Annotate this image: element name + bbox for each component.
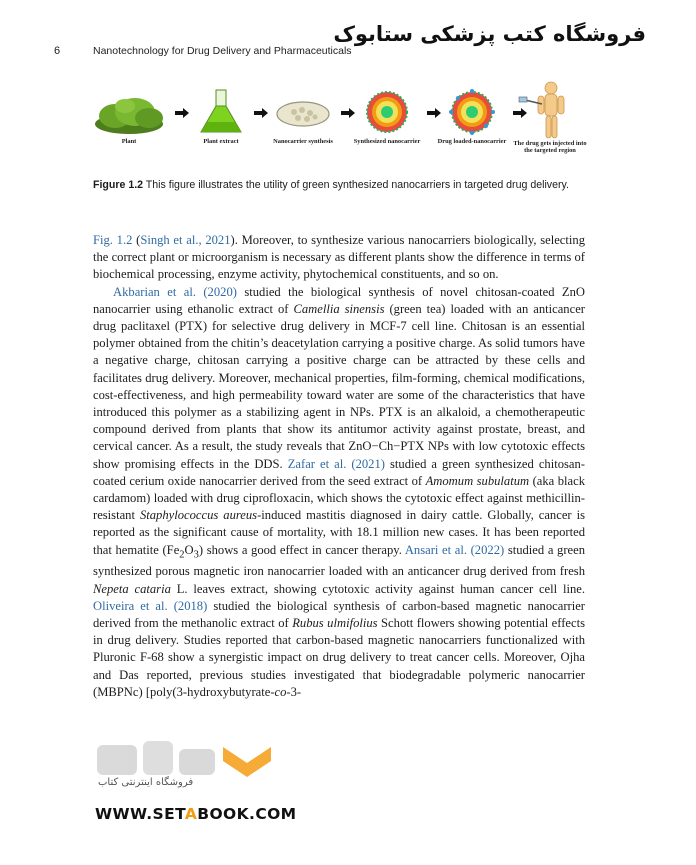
text-run: -induced mastitis diagnosed in dairy cattle. Globally, cancer is reported as the significant cause of mortality, with 18.1 million new cases. It has been reported that hematite (Fe xyxy=(93,508,585,557)
nanocarrier-icon xyxy=(347,88,427,136)
species-name: Staphylococcus aureus xyxy=(139,508,258,523)
page-header xyxy=(0,0,696,70)
text-run: ( xyxy=(132,233,141,247)
species-name: Nepeta cataria xyxy=(93,581,171,596)
text-run: L. leaves extract, showing cytotoxic activity against human cancer cell line. xyxy=(170,581,586,596)
url-text: BOOK.COM xyxy=(197,805,297,823)
page-number: 6 xyxy=(54,45,61,57)
figure-step-drug-loaded-nanocarrier xyxy=(431,88,513,145)
shop-banner: فروشگاه کتب پزشکی ستابوک xyxy=(333,22,646,46)
figure-step-label: The drug gets injected into the targeted region xyxy=(513,140,587,155)
text-run: -3- xyxy=(286,684,302,699)
watermark-tagline: فروشگاه اینترنتی کتاب xyxy=(98,777,194,788)
moss-plant-icon xyxy=(93,88,165,136)
text-run: (green tea) loaded with an anticancer drug paclitaxel (PTX) for selective drug delivery in MCF-7 cell line. Chitosan is an essential polymer obtained from the chitin’s deacetylation carrying a positive charge. As solid tumors have a negative charge, chitosan carrying a positive charge can be attracted by these cells and facilitates drug delivery. Moreover, mechanical properties, film-forming, chemical modifications, cost-effectiveness, and high permeability toward water are some of the characteristics that have introduced this polymer as a stabilizing agent in NPs. PTX is an alkaloid, a chemotherapeutic compound derived from plants that show its antitumor activity against prostate, breast, and cervical cancer. As a result, the study reveals that ZnO−Ch−PTX NPs with low cytotoxic effects show promising effects in the DDS. xyxy=(93,301,585,471)
flask-icon xyxy=(193,88,249,136)
paragraph xyxy=(93,232,585,284)
figure-step-plant-extract xyxy=(193,88,249,145)
text-run: Schott flowers showing potential effects in drug delivery. Studies reported that carbon-based magnetic nanocarriers functionalized with Pluronic F-68 show a synergistic impact on drug delivery to treat cancer cells. Moreover, Ojha and Das reported, previous studies investigated that biodegradable polymeric nanocarrier (MBPNc) [poly(3-hydroxybutyrate- xyxy=(93,615,586,699)
url-text: WWW.SET xyxy=(95,805,185,823)
text-run: studied the biological synthesis of novel chitosan-coated ZnO nanocarrier using ethanolic extract of xyxy=(93,284,585,316)
text-run: studied a green synthesized chitosan-coated cerium oxide nanocarrier derived from the seed extract of xyxy=(93,456,585,488)
figure-step-drug-injection xyxy=(511,88,589,155)
figure-step-label: Plant xyxy=(121,138,137,145)
citation-link[interactable]: Oliveira et al. (2018) xyxy=(93,598,208,613)
figure-step-label: Plant extract xyxy=(203,138,239,145)
figure-1-2 xyxy=(93,88,589,178)
species-name: Camellia sinensis xyxy=(293,301,385,316)
drug-loaded-nanocarrier-icon xyxy=(431,88,513,136)
subscript: 3 xyxy=(193,549,199,561)
figure-step-synthesized-nanocarrier xyxy=(347,88,427,145)
figure-step-plant xyxy=(93,88,165,145)
figure-step-label: Drug loaded-nanocarrier xyxy=(437,138,507,145)
watermark-url xyxy=(95,805,297,823)
running-title: Nanotechnology for Drug Delivery and Pharmaceuticals xyxy=(93,45,352,57)
url-highlight: A xyxy=(184,805,198,823)
figure-reference-link[interactable]: Fig. 1.2 xyxy=(93,233,133,247)
human-body-icon xyxy=(511,80,589,140)
body-text xyxy=(93,232,585,701)
figure-step-label: Nanocarrier synthesis xyxy=(273,138,333,145)
figure-caption-label: Figure 1.2 xyxy=(93,179,144,191)
figure-step-nanocarrier-synthesis xyxy=(268,88,338,145)
text-run: studied a green synthesized porous magnetic iron nanocarrier loaded with an anticancer drug derived from fresh xyxy=(93,542,585,579)
arrow-right-icon xyxy=(254,108,268,118)
figure-caption-text: This figure illustrates the utility of green synthesized nanocarriers in targeted drug delivery. xyxy=(143,179,569,191)
text-run: O xyxy=(184,542,194,557)
arrow-right-icon xyxy=(175,108,189,118)
citation-link[interactable]: Zafar et al. (2021) xyxy=(287,456,385,471)
species-name: Amomum subulatum xyxy=(425,473,530,488)
text-run: ). Moreover, to synthesize various nanocarriers biologically, selecting the correct plant or microorganism is necessary as different plants show the difference in terms of biochemical processing, enzyme activity, phytochemical constituents, and so on. xyxy=(93,233,585,282)
figure-caption xyxy=(93,178,585,193)
species-name: Rubus ulmifolius xyxy=(292,615,378,630)
citation-link[interactable]: Ansari et al. (2022) xyxy=(404,542,505,557)
citation-link[interactable]: Singh et al., 2021 xyxy=(140,233,231,247)
subscript: 2 xyxy=(179,549,185,561)
paragraph xyxy=(93,284,585,701)
text-run: studied the biological synthesis of carbon-based magnetic nanocarrier derived from the methanolic extract of xyxy=(93,598,585,630)
text-run: (aka black cardamom) loaded with drug ciprofloxacin, which shows the cytotoxic effect against methicillin-resistant xyxy=(93,473,586,523)
italic-text: co xyxy=(274,684,287,699)
text-run: ) shows a good effect in cancer therapy. xyxy=(198,542,405,557)
figure-step-label: Synthesized nanocarrier xyxy=(353,138,421,145)
citation-link[interactable]: Akbarian et al. (2020) xyxy=(113,284,237,299)
petri-dish-icon xyxy=(268,88,338,136)
